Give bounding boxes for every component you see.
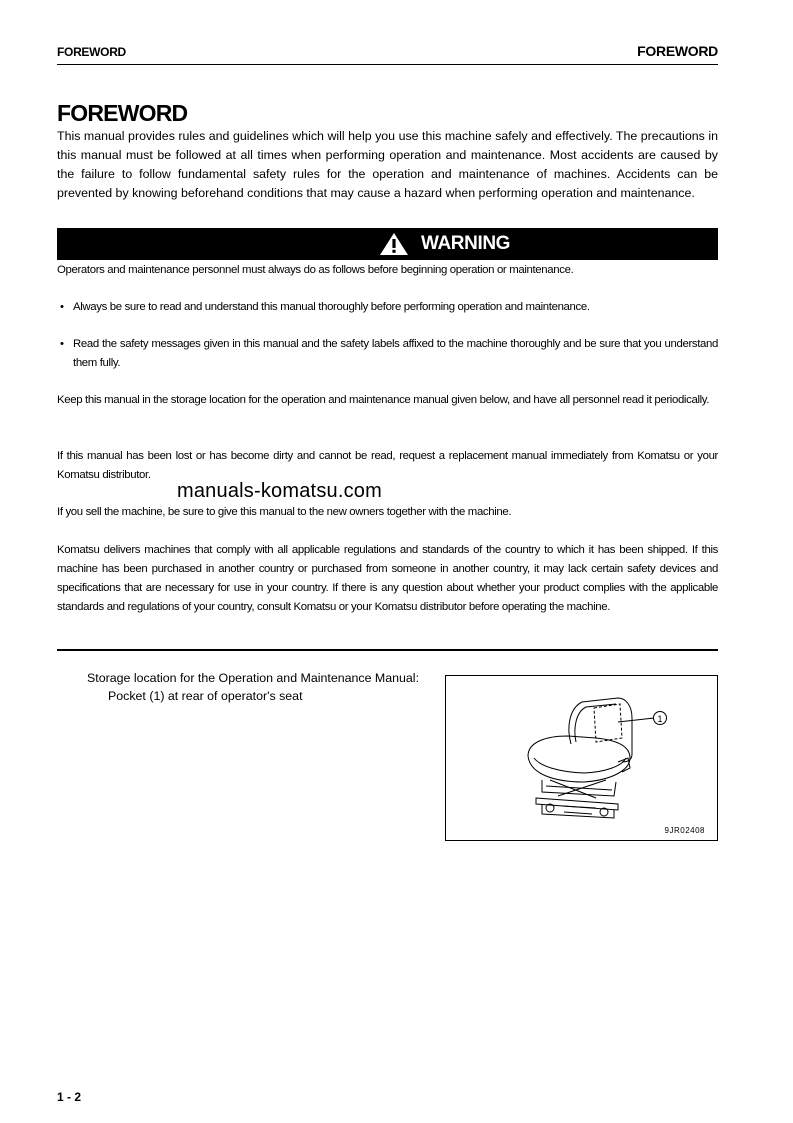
watermark-text: manuals-komatsu.com xyxy=(177,480,382,502)
intro-paragraph: This manual provides rules and guidelines which will help you use this machine safely and effectively. The precautions in this manual must be followed at all times when performing operation and maintenance. Most accidents are caused by the failure to follow fundamental safety rules for the operation and maintenance of machines. Accidents can be prevented by knowing beforehand conditions that may cause a hazard when performing operation and maintenance. xyxy=(57,129,718,200)
header-right-title: FOREWORD xyxy=(637,43,718,59)
sell-machine-paragraph: If you sell the machine, be sure to give this manual to the new owners together with the machine. xyxy=(57,506,512,518)
page-number: 1 - 2 xyxy=(57,1090,82,1104)
warning-label: WARNING xyxy=(421,233,511,254)
header-rule xyxy=(57,64,718,65)
bullet-text: Read the safety messages given in this manual and the safety labels affixed to the machine thoroughly and be sure that you understand them fully. xyxy=(73,338,718,369)
seat-figure xyxy=(445,675,718,841)
warning-banner xyxy=(57,228,718,260)
bullet-dot-icon: • xyxy=(60,338,64,350)
warning-triangle-icon xyxy=(379,232,409,256)
section-rule xyxy=(57,649,718,651)
callout-number: 1 xyxy=(657,714,663,724)
bullet-item xyxy=(60,298,718,317)
page-title: FOREWORD xyxy=(57,100,188,126)
storage-location-label: Storage location for the Operation and Maintenance Manual: xyxy=(87,671,420,685)
figure-code: 9JR02408 xyxy=(664,826,705,835)
bullet-text: Always be sure to read and understand this manual thoroughly before performing operation and maintenance. xyxy=(73,301,590,313)
lost-manual-paragraph: If this manual has been lost or has become dirty and cannot be read, request a replacement manual immediately from Komatsu or your Komatsu distributor. xyxy=(57,450,718,481)
header-left-title: FOREWORD xyxy=(57,45,126,59)
compliance-paragraph: Komatsu delivers machines that comply with all applicable regulations and standards of the country to which it has been shipped. If this machine has been purchased in another country or purchased from someone in another country, it may lack certain safety devices and specifications that are necessary for use in your country. If there is any question about whether your product complies with the applicable standards and regulations of your country, consult Komatsu or your Komatsu distributor before operating the machine. xyxy=(57,544,718,613)
bullet-dot-icon: • xyxy=(60,301,64,313)
warning-lead-paragraph: Operators and maintenance personnel must always do as follows before beginning operation or maintenance. xyxy=(57,264,574,276)
storage-location-detail: Pocket (1) at rear of operator's seat xyxy=(108,689,303,703)
operator-seat-illustration xyxy=(446,676,717,840)
keep-manual-paragraph: Keep this manual in the storage location for the operation and maintenance manual given below, and have all personnel read it periodically. xyxy=(57,394,710,406)
bullet-item xyxy=(60,335,718,373)
